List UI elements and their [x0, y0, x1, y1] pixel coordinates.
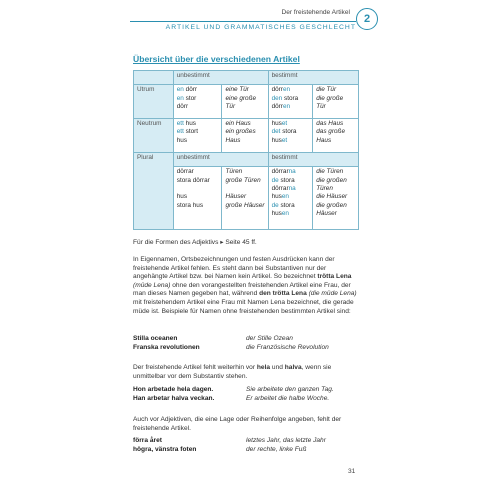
example-swedish: Stilla oceanen — [133, 335, 178, 342]
table-cell-line: ein Haus — [225, 120, 251, 128]
table-cell-line — [177, 185, 219, 193]
table-cell-line: de stora — [271, 201, 295, 209]
paragraph-2: Der freistehende Artikel fehlt weiterhin vor hela und halva, wenn sie unmittelbar vor dem Substantiv stehen. — [133, 364, 332, 380]
article-highlight: et — [281, 136, 288, 144]
table-cell-line: Häuser — [316, 210, 337, 218]
table-title: Übersicht über die verschiedenen Artikel — [133, 54, 300, 64]
example-german: Er arbeitet die halbe Woche. — [246, 395, 330, 402]
table-cell-line: das Haus — [316, 120, 344, 128]
table-cell-line: die großen — [316, 201, 347, 209]
article-highlight: en — [176, 86, 184, 94]
table-cell-line: stora dörrar — [176, 176, 210, 184]
cell-plural-de-indef — [222, 167, 268, 230]
table-row-neutrum — [134, 119, 359, 153]
article-table — [133, 70, 359, 230]
chapter-number-badge: 2 — [356, 8, 378, 30]
table-cell-line: stora hus — [176, 201, 204, 209]
article-highlight: en — [282, 103, 291, 111]
table-cell-line: große Türen — [225, 176, 261, 184]
example-swedish: Hon arbetade hela dagen. — [133, 386, 214, 393]
cell-neutrum-sv-def — [268, 119, 313, 153]
table-cell-line: Haus — [316, 136, 332, 144]
table-cell-line: dörr — [176, 103, 189, 111]
column-header-unbestimmt-plural: unbestimmt — [173, 152, 268, 166]
article-highlight: et — [281, 120, 288, 128]
table-cell-line: die großen — [316, 176, 347, 184]
example-german: Sie arbeitete den ganzen Tag. — [246, 386, 334, 393]
example-german: die Französische Revolution — [246, 344, 329, 351]
column-header-unbestimmt: unbestimmt — [173, 71, 268, 85]
section-title: ARTIKEL UND GRAMMATISCHES GESCHLECHT — [165, 24, 356, 31]
article-highlight: det — [271, 128, 281, 136]
table-cell-line: ett stort — [176, 128, 199, 136]
cell-utrum-de-def — [313, 85, 359, 119]
table-cell-line: de stora — [271, 176, 295, 184]
cell-utrum-sv-def — [268, 85, 313, 119]
table-cell-line: Haus — [225, 136, 241, 144]
example-german: letztes Jahr, das letzte Jahr — [246, 437, 326, 444]
table-cell-line: huset — [271, 136, 288, 144]
article-highlight: en — [282, 86, 291, 94]
reference-text: Für die Formen des Adjektivs ▸ Seite 45 ff. — [133, 239, 257, 246]
article-highlight: de — [271, 201, 279, 209]
article-highlight: ett — [176, 120, 184, 128]
table-cell-line: dörrarna — [271, 184, 296, 192]
table-cell-line — [225, 185, 264, 193]
column-header-bestimmt-plural: bestimmt — [268, 152, 358, 166]
cell-neutrum-de-def — [313, 119, 359, 153]
example-german: der rechte, linke Fuß — [246, 446, 307, 453]
article-highlight: na — [288, 168, 296, 176]
article-highlight: na — [288, 184, 296, 192]
table-corner-cell — [134, 71, 174, 85]
article-highlight: en — [176, 94, 184, 102]
cell-neutrum-de-indef — [222, 119, 268, 153]
table-cell-line: große Häuser — [225, 201, 265, 209]
table-cell-line: das große — [316, 128, 345, 136]
cell-utrum-de-indef — [222, 85, 268, 119]
reference-line — [133, 239, 359, 248]
row-label-utrum: Utrum — [134, 85, 174, 119]
article-highlight: den — [271, 94, 283, 102]
chapter-title: Der freistehende Artikel — [281, 9, 350, 16]
table-cell-line: en dörr — [176, 86, 197, 94]
table-cell-line: die Türen — [316, 168, 344, 176]
page-number: 31 — [348, 468, 356, 475]
table-cell-line: ein großes — [225, 128, 256, 136]
table-row-utrum — [134, 85, 359, 119]
article-highlight: de — [271, 176, 279, 184]
table-cell-line: eine große — [225, 94, 257, 102]
example-swedish: Franska revolutionen — [133, 344, 200, 351]
table-cell-line: Tür — [316, 103, 326, 111]
table-cell-line: huset — [271, 120, 288, 128]
article-highlight: ett — [176, 128, 184, 136]
table-cell-line: Tür — [225, 103, 236, 111]
table-cell-line: die Häuser — [316, 193, 348, 201]
example-swedish: högra, vänstra foten — [133, 446, 197, 453]
table-subheader-row — [134, 152, 359, 166]
cell-plural-de-def — [313, 167, 359, 230]
table-cell-line: dörren — [271, 103, 291, 111]
table-cell-line: dörren — [271, 86, 291, 94]
table-cell-line: eine Tür — [225, 86, 249, 94]
table-header-row — [134, 71, 359, 85]
article-highlight: en — [281, 210, 289, 218]
example-swedish: Han arbetar halva veckan. — [133, 395, 215, 402]
table-cell-line: Häuser — [225, 193, 247, 201]
table-cell-line: die Tür — [316, 86, 337, 94]
cell-plural-sv-def — [268, 167, 313, 230]
row-label-plural: Plural — [134, 152, 174, 229]
table-cell-line: husen — [271, 193, 289, 201]
table-cell-line: Türen — [316, 184, 333, 192]
row-label-neutrum: Neutrum — [134, 119, 174, 153]
table-cell-line: dörrar — [176, 168, 194, 176]
paragraph-3: Auch vor Adjektiven, die eine Lage oder Reihenfolge angeben, fehlt der freistehende Artikel. — [133, 416, 342, 432]
table-cell-line: det stora — [271, 128, 297, 136]
table-cell-line: en stor — [176, 94, 197, 102]
table-cell-line: ett hus — [176, 120, 196, 128]
table-cell-line: dörrarna — [271, 168, 296, 176]
header-divider — [130, 21, 356, 22]
column-header-bestimmt: bestimmt — [268, 71, 358, 85]
example-swedish: förra året — [133, 437, 162, 444]
paragraph-1: In Eigennamen, Ortsbezeichnungen und festen Ausdrücken kann der freistehende Artikel fehlen. Es steht dann bei Substantiven nur der angehängte Artikel bzw. bei Namen kein Artikel. So bezeichnet trötta Lena (müde Lena) ohne den vorangestellten freistehenden Artikel eine Frau, der man dieses Namen gegeben hat, während den trötta Lena (die müde Lena) mit freistehendem Artikel eine Frau mit Namen Lena bezeichnet, die gerade müde ist. Beispiele für Namen ohne freistehenden bestimmten Artikel sind: — [133, 256, 357, 315]
table-cell-line: husen — [271, 210, 289, 218]
cell-plural-sv-indef — [173, 167, 222, 230]
table-cell-line: die große — [316, 94, 344, 102]
article-highlight: en — [281, 193, 289, 201]
table-cell-line: Türen — [225, 168, 243, 176]
table-cell-line: hus — [176, 136, 188, 144]
table-cell-line: hus — [176, 193, 188, 201]
example-german: der Stille Ozean — [246, 335, 293, 342]
cell-neutrum-sv-indef — [173, 119, 222, 153]
table-cell-line: den stora — [271, 94, 299, 102]
cell-utrum-sv-indef — [173, 85, 222, 119]
